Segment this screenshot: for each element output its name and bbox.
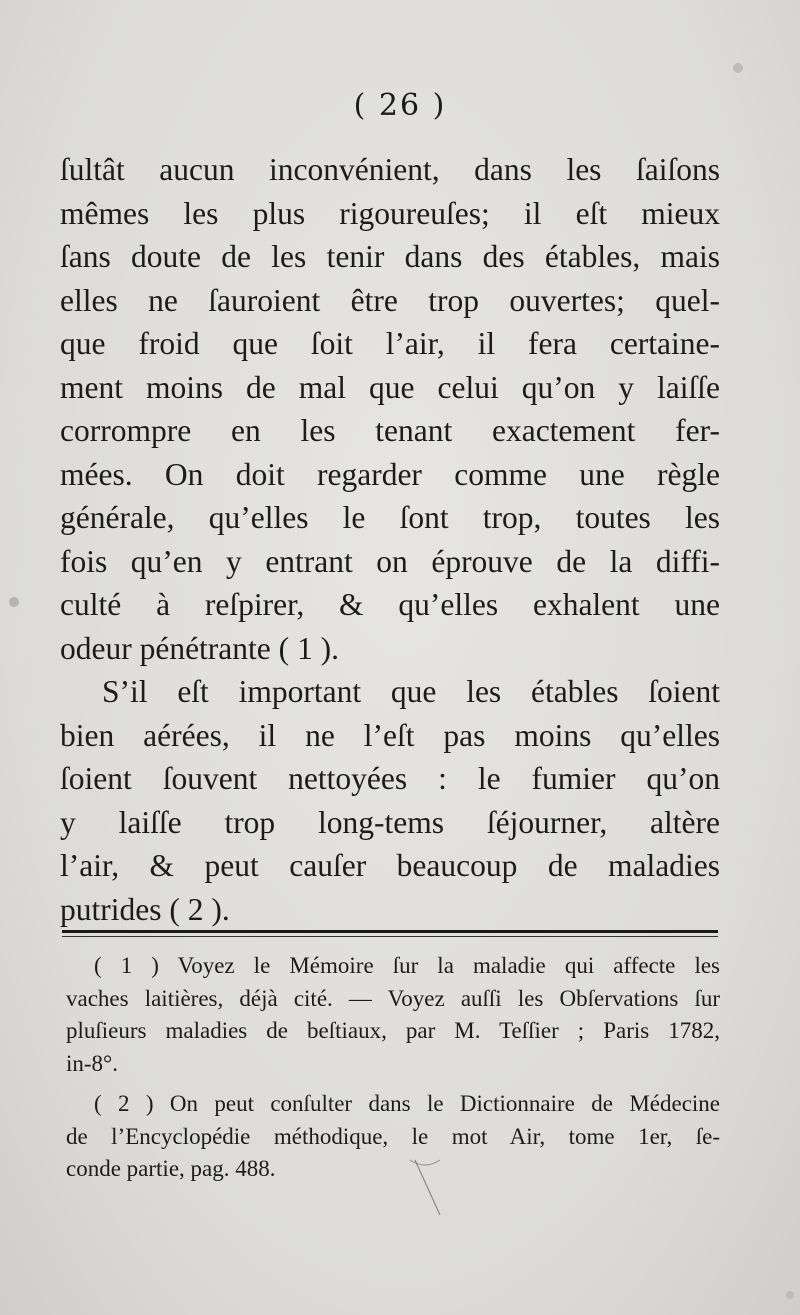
footnote-line: conde partie, pag. 488.	[66, 1156, 276, 1181]
body-line: y laiſſe trop long-tems ſéjourner, altère	[60, 804, 720, 840]
body-line: ſans doute de les tenir dans des étables, mais	[60, 239, 720, 274]
body-line: que froid que ſoit l’air, il fera certaine-	[60, 326, 720, 361]
body-line: elles ne ſauroient être trop ouvertes; quel-	[60, 282, 720, 318]
footnote-line: ( 1 ) Voyez le Mémoire ſur la maladie qui affecte les	[94, 953, 720, 978]
page-number: ( 26 )	[353, 88, 447, 123]
footnote-line: ( 2 ) On peut conſulter dans le Dictionnaire de Médecine	[94, 1091, 720, 1116]
body-line: culté à reſpirer, & qu’elles exhalent une	[60, 587, 720, 622]
footnote-line: pluſieurs maladies de beſtiaux, par M. Teſſier ; Paris 1782,	[66, 1018, 720, 1043]
body-line: odeur pénétrante ( 1 ).	[60, 630, 339, 666]
body-line: ment moins de mal que celui qu’on y laiſſe	[60, 369, 720, 405]
footnote-line: de l’Encyclopédie méthodique, le mot Air, tome 1er, ſe-	[66, 1123, 720, 1149]
body-line: fois qu’en y entrant on éprouve de la diffi-	[60, 543, 720, 579]
footnote-line: vaches laitières, déjà cité. — Voyez auſſi les Obſervations ſur	[66, 985, 720, 1011]
body-line: S’il eſt important que les étables ſoient	[102, 674, 720, 709]
body-line: putrides ( 2 ).	[60, 891, 230, 927]
footnote-line: in-8°.	[66, 1050, 118, 1076]
body-line: ſoient ſouvent nettoyées : le fumier qu’on	[60, 761, 720, 796]
body-line: bien aérées, il ne l’eſt pas moins qu’elles	[60, 717, 720, 753]
body-line: générale, qu’elles le ſont trop, toutes les	[60, 500, 720, 535]
body-line: ſultât aucun inconvénient, dans les ſaiſons	[60, 152, 720, 187]
body-line: mêmes les plus rigoureuſes; il eſt mieux	[60, 195, 720, 231]
body-line: corrompre en les tenant exactement fer-	[60, 413, 720, 448]
body-line: mées. On doit regarder comme une règle	[60, 456, 720, 492]
body-line: l’air, & peut cauſer beaucoup de maladies	[60, 848, 720, 883]
